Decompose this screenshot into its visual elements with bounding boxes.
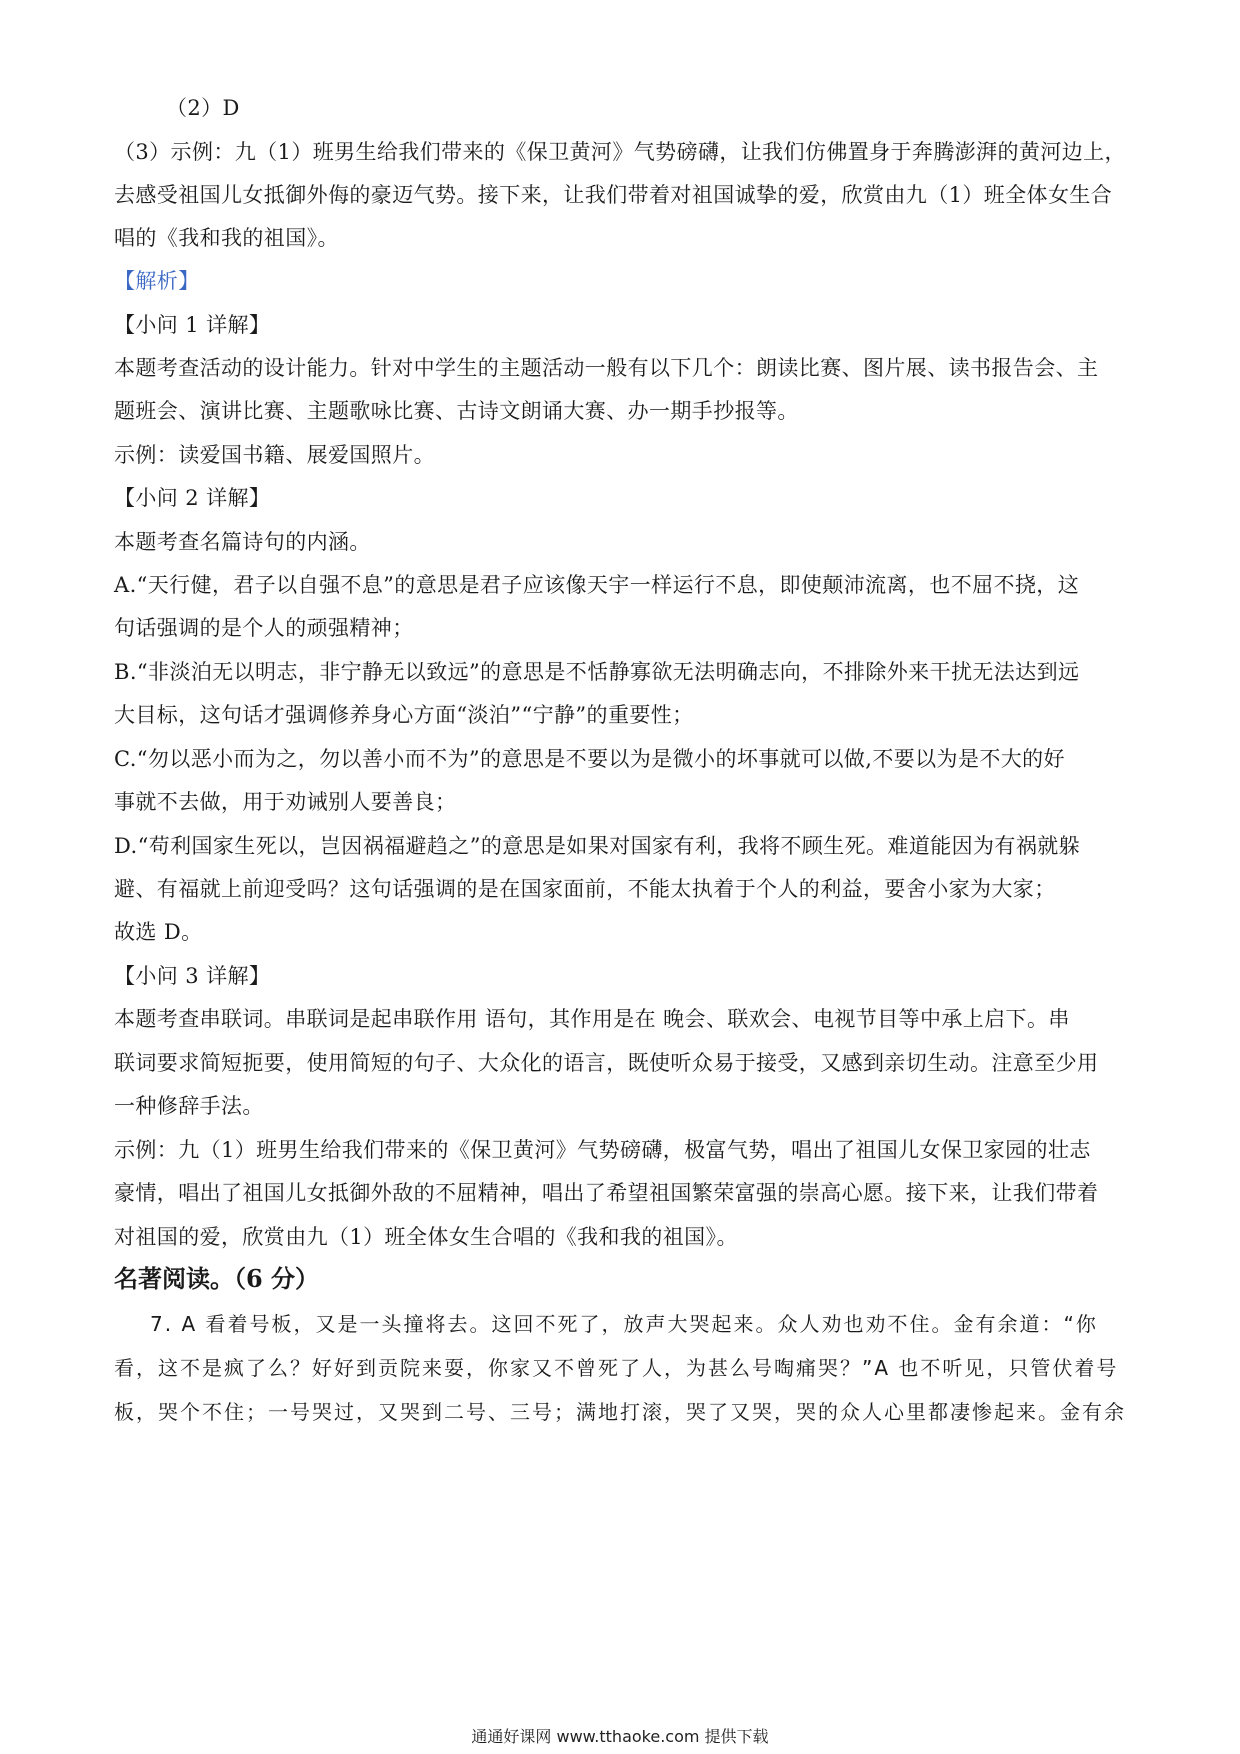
answer-2: （2）D [166,96,240,120]
q3-heading: 【小问 3 详解】 [114,964,271,988]
q2-option-d-line-2: 避、有福就上前迎受吗？这句话强调的是在国家面前，不能太执着于个人的利益，要舍小家为大家； [114,877,1056,901]
q2-heading: 【小问 2 详解】 [114,486,271,510]
page-footer: 通通好课网 www.tthaoke.com 提供下载 [471,1727,769,1746]
q3-example-line-1: 示例：九（1）班男生给我们带来的《保卫黄河》气势磅礴，极富气势，唱出了祖国儿女保卫家园的壮志 [114,1138,1091,1162]
q2-option-b-line-2: 大目标，这句话才强调修养身心方面“淡泊”“宁静”的重要性； [114,703,694,727]
q3-example-line-2: 豪情，唱出了祖国儿女抵御外敌的不屈精神，唱出了希望祖国繁荣富强的崇高心愿。接下来，让我们带着 [114,1181,1099,1205]
q3-line-1: 本题考查串联词。串联词是起串联作用 语句，其作用是在 晚会、联欢会、电视节目等中承上启下。串 [114,1007,1070,1031]
q2-option-a-line-2: 句话强调的是个人的顽强精神； [114,616,414,640]
q1-line-1: 本题考查活动的设计能力。针对中学生的主题活动一般有以下几个：朗读比赛、图片展、读书报告会、主 [114,356,1099,380]
q7-line-1: 7. A 看着号板，又是一头撞将去。这回不死了，放声大哭起来。众人劝也劝不住。金有余道：“你 [150,1312,1098,1336]
q7-line-3: 板，哭个不住；一号哭过，又哭到二号、三号；满地打滚，哭了又哭，哭的众人心里都凄惨起来。金有余 [114,1400,1126,1424]
q1-heading: 【小问 1 详解】 [114,313,271,337]
q3-example-line-3: 对祖国的爱，欣赏由九（1）班全体女生合唱的《我和我的祖国》。 [114,1225,738,1249]
q3-line-3: 一种修辞手法。 [114,1094,264,1118]
q1-example: 示例：读爱国书籍、展爱国照片。 [114,443,435,467]
q2-line-1: 本题考查名篇诗句的内涵。 [114,530,371,554]
q7-line-2: 看，这不是疯了么？好好到贡院来耍，你家又不曾死了人，为甚么号啕痛哭？”A 也不听见，只管伏着号 [114,1356,1119,1380]
analysis-label: 【解析】 [114,269,200,293]
q2-choice: 故选 D。 [114,920,203,944]
answer-3-line-1: （3）示例：九（1）班男生给我们带来的《保卫黄河》气势磅礴，让我们仿佛置身于奔腾澎湃的黄河边上， [114,140,1126,164]
q2-option-b-line-1: B.“非淡泊无以明志，非宁静无以致远”的意思是不恬静寡欲无法明确志向，不排除外来干扰无法达到远 [114,660,1080,684]
answer-3-line-3: 唱的《我和我的祖国》。 [114,226,339,250]
answer-3-line-2: 去感受祖国儿女抵御外侮的豪迈气势。接下来，让我们带着对祖国诚挚的爱，欣赏由九（1）班全体女生合 [114,183,1113,207]
section-title: 名著阅读。（6 分） [114,1264,320,1293]
q2-option-a-line-1: A.“天行健，君子以自强不息”的意思是君子应该像天宇一样运行不息，即使颠沛流离，也不屈不挠，这 [114,573,1080,597]
q2-option-d-line-1: D.“苟利国家生死以，岂因祸福避趋之”的意思是如果对国家有利，我将不顾生死。难道能因为有祸就躲 [114,834,1081,858]
q3-line-2: 联词要求简短扼要，使用简短的句子、大众化的语言，既使听众易于接受，又感到亲切生动。注意至少用 [114,1051,1099,1075]
q2-option-c-line-1: C.“勿以恶小而为之，勿以善小而不为”的意思是不要以为是微小的坏事就可以做,不要以为是不大的好 [114,747,1065,771]
q2-option-c-line-2: 事就不去做，用于劝诫别人要善良； [114,790,457,814]
q1-line-2: 题班会、演讲比赛、主题歌咏比赛、古诗文朗诵大赛、办一期手抄报等。 [114,399,799,423]
